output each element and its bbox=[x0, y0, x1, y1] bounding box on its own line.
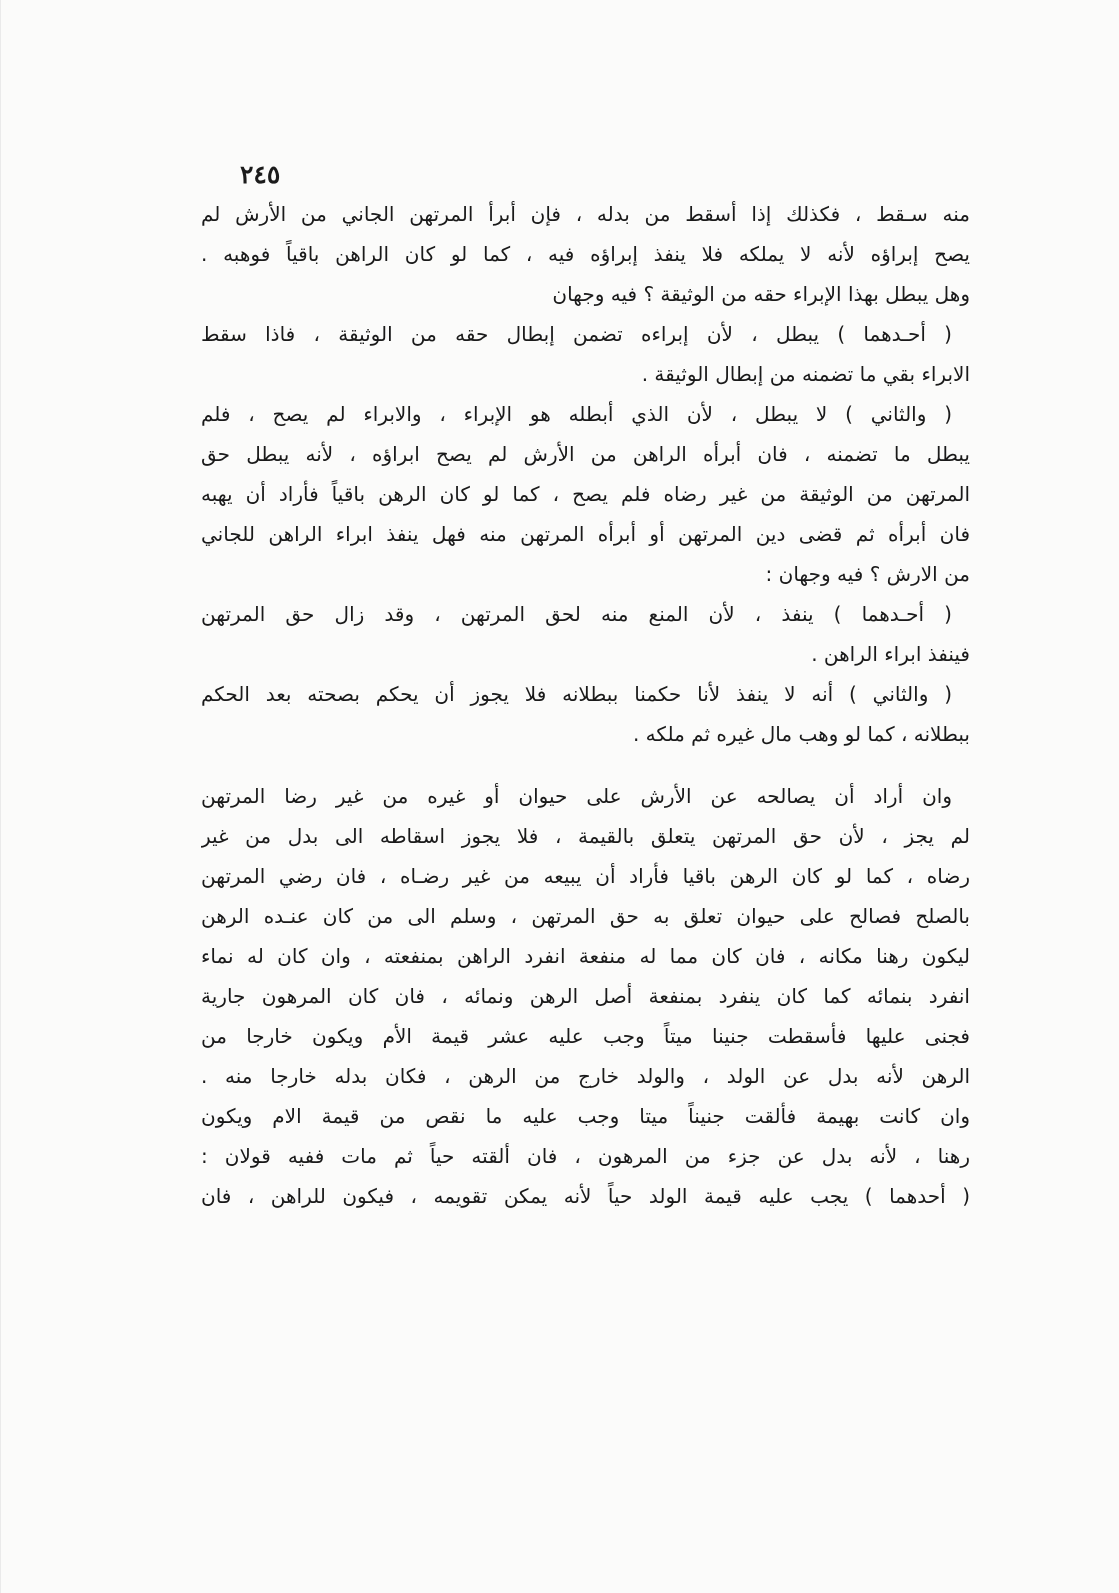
text-line: فينفذ ابراء الراهن . bbox=[811, 642, 970, 666]
page-body bbox=[201, 194, 970, 1216]
text-line: ( والثاني ) أنه لا ينفذ لأنا حكمنا ببطلانه فلا يجوز أن يحكم بصحته بعد الحكم bbox=[201, 682, 952, 706]
text-line: وان كانت بهيمة فألقت جنيناً ميتا وجب عليه ما نقص من قيمة الام ويكون bbox=[201, 1104, 970, 1128]
text-line: فان أبرأه ثم قضى دين المرتهن أو أبرأه المرتهن منه فهل ينفذ ابراء الراهن للجاني bbox=[201, 522, 970, 546]
text-line: المرتهن من الوثيقة من غير رضاه فلم يصح ، كما لو كان الرهن باقياً فأراد أن يهبه bbox=[201, 482, 970, 506]
paragraph-gap bbox=[201, 754, 970, 776]
text-line: الابراء بقي ما تضمنه من إبطال الوثيقة . bbox=[641, 362, 970, 386]
text-line: ليكون رهنا مكانه ، فان كان مما له منفعة انفرد الراهن بمنفعته ، وان كان له نماء bbox=[201, 944, 970, 968]
text-line: ( والثاني ) لا يبطل ، لأن الذي أبطله هو الإبراء ، والابراء لم يصح ، فلم bbox=[201, 402, 952, 426]
text-line: وان أراد أن يصالحه عن الأرش على حيوان أو غيره من غير رضا المرتهن bbox=[201, 784, 952, 808]
text-line: يصح إبراؤه لأنه لا يملكه فلا ينفذ إبراؤه فيه ، كما لو كان الراهن باقياً فوهبه . bbox=[201, 242, 970, 266]
text-line: وهل يبطل بهذا الإبراء حقه من الوثيقة ؟ فيه وجهان bbox=[552, 282, 970, 306]
text-line: رهنا ، لأنه بدل عن جزء من المرهون ، فان ألقته حياً ثم مات ففيه قولان : bbox=[201, 1144, 970, 1168]
text-line: ( أحدهما ) يجب عليه قيمة الولد حياً لأنه يمكن تقويمه ، فيكون للراهن ، فان bbox=[201, 1184, 970, 1208]
text-line: منه سـقط ، فكذلك إذا أسقط من بدله ، فإن أبرأ المرتهن الجاني من الأرش لم bbox=[201, 202, 970, 226]
text-line: بالصلح فصالح على حيوان تعلق به حق المرتهن ، وسلم الى من كان عنـده الرهن bbox=[201, 904, 970, 928]
text-line: ( أحـدهما ) يبطل ، لأن إبراءه تضمن إبطال حقه من الوثيقة ، فاذا سقط bbox=[201, 322, 952, 346]
text-line: من الارش ؟ فيه وجهان : bbox=[765, 562, 970, 586]
text-line: ببطلانه ، كما لو وهب مال غيره ثم ملكه . bbox=[632, 722, 970, 746]
page-number: ٢٤٥ bbox=[240, 160, 281, 189]
text-line: انفرد بنمائه كما كان ينفرد بمنفعة أصل الرهن ونمائه ، فان كان المرهون جارية bbox=[201, 984, 970, 1008]
text-line: الرهن لأنه بدل عن الولد ، والولد خارج من الرهن ، فكان بدله خارجا منه . bbox=[201, 1064, 970, 1088]
text-line: يبطل ما تضمنه ، فان أبرأه الراهن من الأرش لم يصح ابراؤه ، لأنه يبطل حق bbox=[201, 442, 970, 466]
text-line: رضاه ، كما لو كان الرهن باقيا فأراد أن يبيعه من غير رضـاه ، فان رضي المرتهن bbox=[201, 864, 970, 888]
text-line: ( أحـدهما ) ينفذ ، لأن المنع منه لحق المرتهن ، وقد زال حق المرتهن bbox=[201, 602, 952, 626]
text-line: فجنى عليها فأسقطت جنينا ميتاً وجب عليه عشر قيمة الأم ويكون خارجا من bbox=[201, 1024, 970, 1048]
text-line: لم يجز ، لأن حق المرتهن يتعلق بالقيمة ، فلا يجوز اسقاطه الى بدل من غير bbox=[201, 824, 970, 848]
